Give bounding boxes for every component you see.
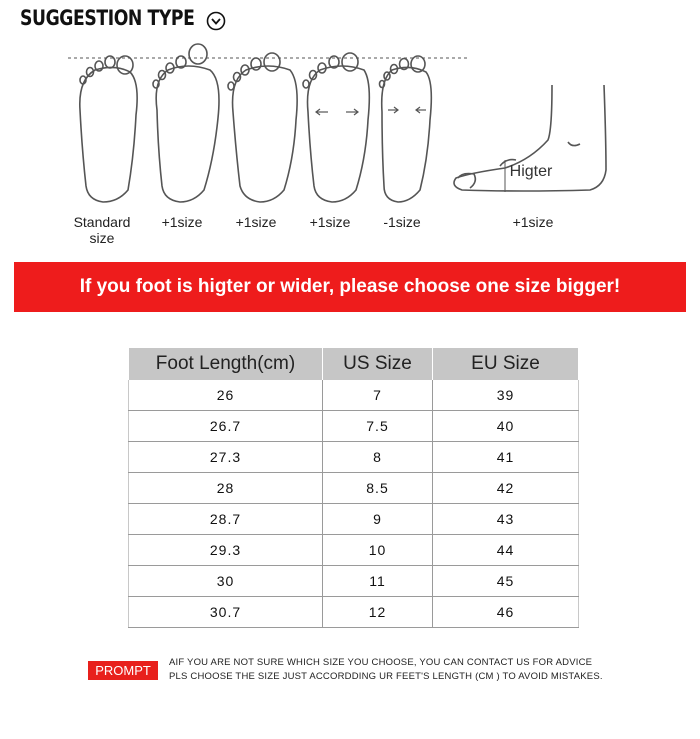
size-advice-banner [14, 262, 686, 312]
table-row [129, 597, 579, 628]
us-size-cell: 8.5 [323, 473, 433, 504]
table-row [129, 535, 579, 566]
wide-toe-foot-icon [153, 44, 219, 202]
table-header-row [129, 348, 579, 380]
us-size-cell: 7.5 [323, 411, 433, 442]
prompt-badge: PROMPT [88, 661, 158, 680]
eu-size-cell: 45 [433, 566, 579, 597]
eu-size-cell: 43 [433, 504, 579, 535]
eu-size-cell: 44 [433, 535, 579, 566]
prompt-line-2: PLS CHOOSE THE SIZE JUST ACCORDDING UR FEET'S LENGTH (CM ) TO AVOID MISTAKES. [169, 671, 603, 682]
us-size-cell: 8 [323, 442, 433, 473]
table-row [129, 566, 579, 597]
narrow-foot-arrows-icon [380, 56, 432, 202]
header-foot-length: Foot Length(cm) [129, 348, 323, 380]
foot-length-cell: 28.7 [129, 504, 323, 535]
foot-length-cell: 28 [129, 473, 323, 504]
foot-length-cell: 27.3 [129, 442, 323, 473]
table-row [129, 473, 579, 504]
header-us-size: US Size [323, 348, 433, 380]
wide-forefoot-icon [228, 53, 297, 202]
foot-type-label-high-instep: +1size [512, 214, 554, 230]
table-row [129, 504, 579, 535]
eu-size-cell: 42 [433, 473, 579, 504]
foot-type-label-wide-foot: +1size [309, 214, 351, 230]
us-size-cell: 10 [323, 535, 433, 566]
foot-length-cell: 26.7 [129, 411, 323, 442]
foot-length-cell: 29.3 [129, 535, 323, 566]
prompt-line-1: AIF YOU ARE NOT SURE WHICH SIZE YOU CHOOSE, YOU CAN CONTACT US FOR ADVICE [169, 657, 593, 668]
foot-length-cell: 30.7 [129, 597, 323, 628]
foot-type-label-standard: Standard size [73, 214, 131, 246]
table-row [129, 380, 579, 411]
size-chart-table [128, 348, 579, 628]
standard-foot-icon [80, 56, 137, 202]
table-row [129, 411, 579, 442]
foot-type-label-narrow-foot: -1size [383, 214, 421, 230]
foot-length-cell: 30 [129, 566, 323, 597]
us-size-cell: 11 [323, 566, 433, 597]
table-row [129, 442, 579, 473]
foot-length-cell: 26 [129, 380, 323, 411]
wide-foot-arrows-icon [303, 53, 369, 202]
eu-size-cell: 40 [433, 411, 579, 442]
foot-type-label-wide-forefoot: +1size [235, 214, 277, 230]
side-view-annotation: Higter [509, 163, 553, 180]
banner-text: If you foot is higter or wider, please choose one size bigger! [79, 276, 621, 297]
us-size-cell: 7 [323, 380, 433, 411]
foot-type-label-wide-toe: +1size [161, 214, 203, 230]
eu-size-cell: 41 [433, 442, 579, 473]
eu-size-cell: 39 [433, 380, 579, 411]
eu-size-cell: 46 [433, 597, 579, 628]
chevron-down-circle-icon [206, 11, 226, 31]
us-size-cell: 9 [323, 504, 433, 535]
header-eu-size: EU Size [433, 348, 579, 380]
page-title: SUGGESTION TYPE [20, 6, 195, 30]
us-size-cell: 12 [323, 597, 433, 628]
